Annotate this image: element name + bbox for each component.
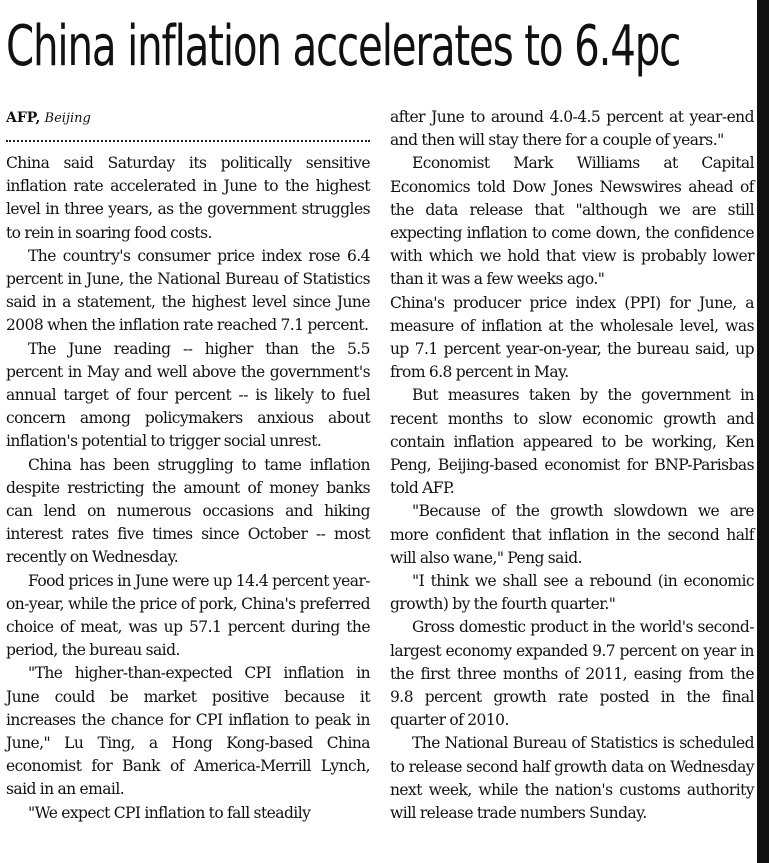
byline-place: Beijing [44, 111, 91, 126]
paragraph: Gross domestic product in the world's second-largest economy expanded 9.7 percent on year in the first three months of 2011, easing from the 9.8 percent growth rate posted in the final quarter of 2010. [390, 618, 754, 730]
article-column-left [6, 152, 370, 825]
paragraph: The country's consumer price index rose 6.4 percent in June, the National Bureau of Statistics said in a statement, the highest level since June 2008 when the inflation rate reached 7.1 percent. [6, 246, 370, 335]
paragraph: "We expect CPI inflation to fall steadily [28, 803, 311, 822]
paragraph: "The higher-than-expected CPI inflation in June could be market positive because it increases the chance for CPI inflation to peak in June," Lu Ting, a Hong Kong-based China economist for Bank of America-Merrill Lynch, said in an email. [6, 664, 370, 799]
headline: China inflation accelerates to 6.4pc [6, 14, 681, 79]
paragraph: China said Saturday its politically sensitive inflation rate accelerated in June to the highest level in three years, as the government struggles to rein in soaring food costs. [6, 154, 370, 242]
paragraph: China's producer price index (PPI) for June, a measure of inflation at the wholesale level, was up 7.1 percent year-on-year, the bureau said, up from 6.8 percent in May. [390, 293, 754, 382]
byline [6, 108, 91, 129]
paragraph: "I think we shall see a rebound (in economic growth) by the fourth quarter." [390, 572, 754, 614]
paragraph: after June to around 4.0-4.5 percent at year-end and then will stay there for a couple of years." [390, 108, 754, 150]
paragraph: The June reading -- higher than the 5.5 percent in May and well above the government's annual target of four percent -- is likely to fuel concern among policymakers anxious about inflation's potential to trigger social unrest. [6, 339, 370, 451]
byline-agency: AFP, [6, 110, 41, 126]
paragraph: "Because of the growth slowdown we are more confident that inflation in the second half will also wane," Peng said. [390, 502, 754, 567]
paragraph: China has been struggling to tame inflation despite restricting the amount of money banks can lend on numerous occasions and hiking interest rates five times since October -- most recently on Wednesday. [6, 455, 370, 567]
paragraph: But measures taken by the government in recent months to slow economic growth and contain inflation appeared to be working, Ken Peng, Beijing-based economist for BNP-Parisbas told AFP. [390, 386, 754, 498]
page-edge-bar [757, 0, 769, 863]
byline-divider [6, 140, 370, 142]
paragraph: The National Bureau of Statistics is scheduled to release second half growth data on Wednesday next week, while the nation's customs authority will release trade numbers Sunday. [390, 734, 754, 823]
article-column-right [390, 106, 754, 825]
paragraph: Food prices in June were up 14.4 percent year-on-year, while the price of pork, China's preferred choice of meat, was up 57.1 percent during the period, the bureau said. [6, 571, 370, 660]
paragraph: Economist Mark Williams at Capital Economics told Dow Jones Newswires ahead of the data release that "although we are still expecting inflation to come down, the confidence with which we hold that view is probably lower than it was a few weeks ago." [390, 154, 754, 289]
